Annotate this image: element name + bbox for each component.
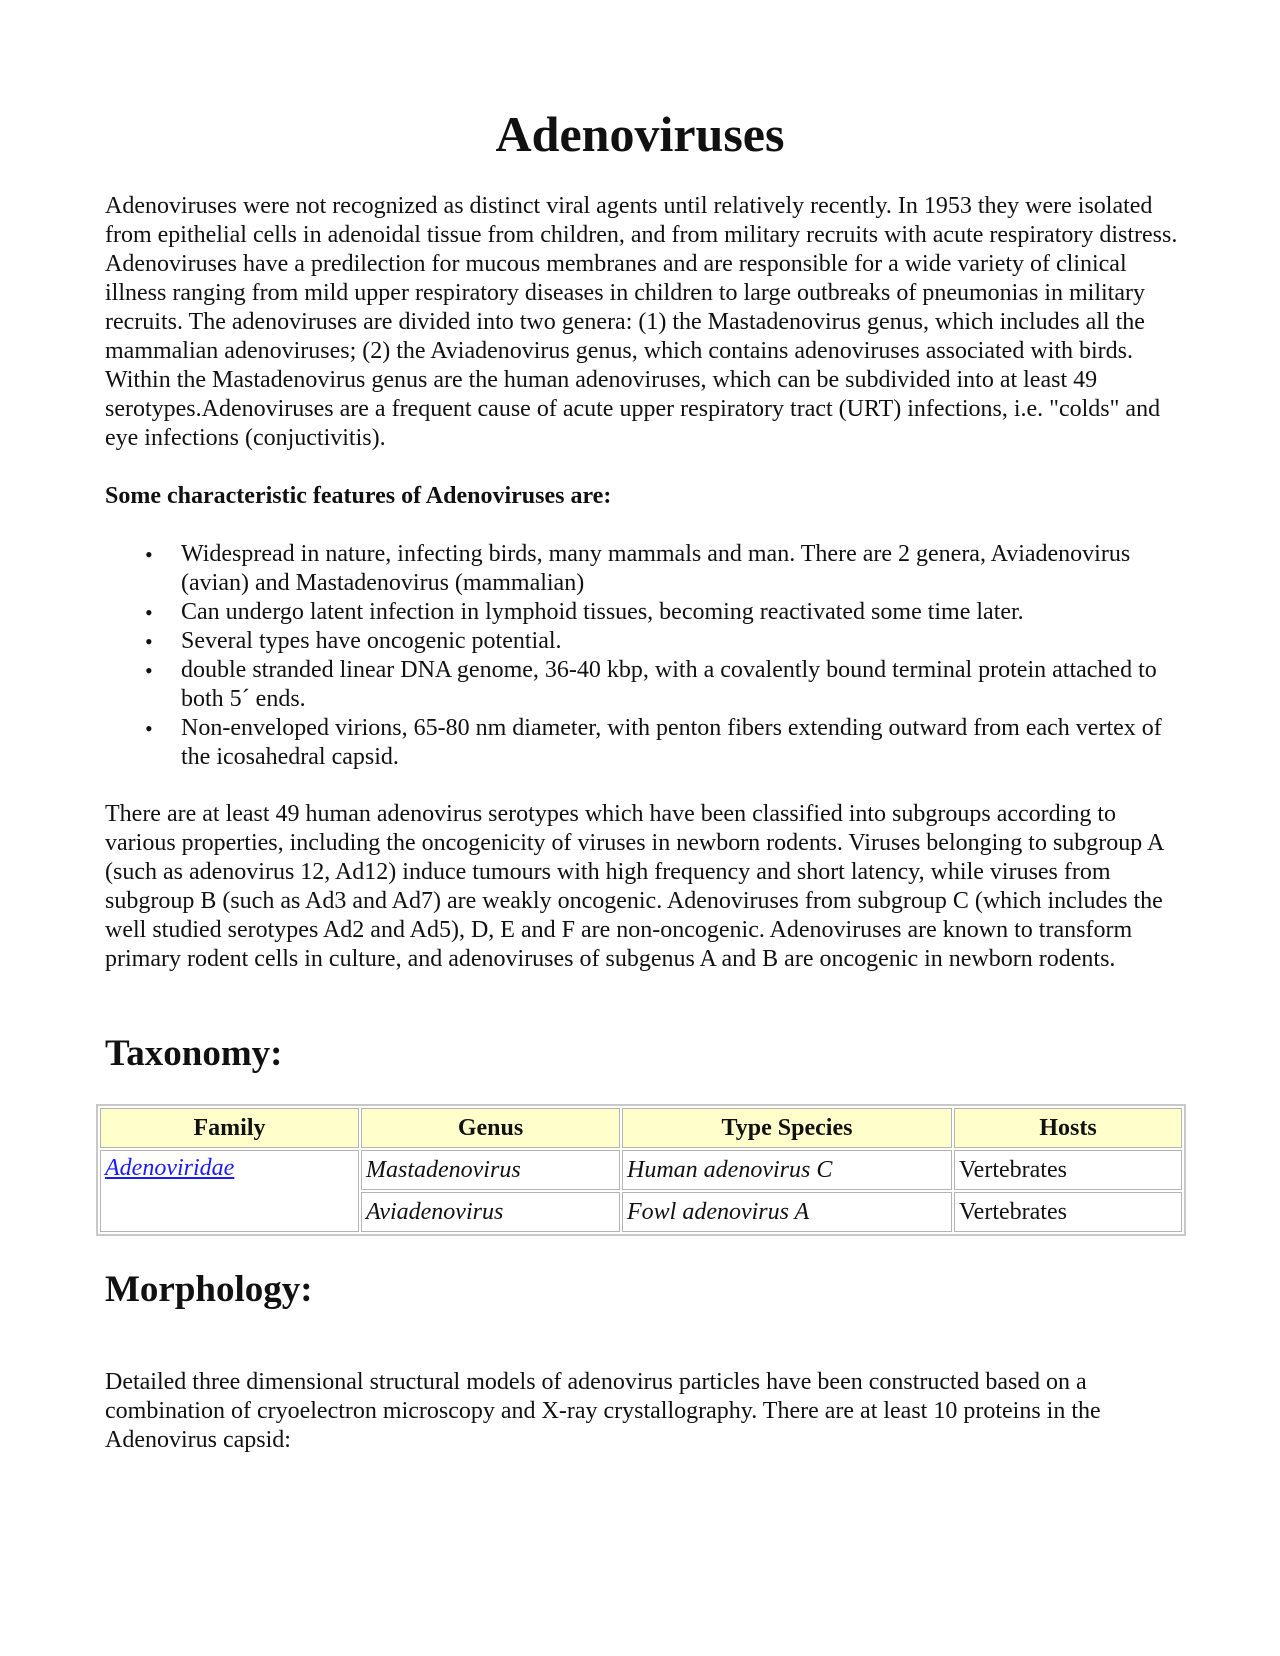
species-cell: Human adenovirus C (622, 1150, 952, 1190)
features-heading: Some characteristic features of Adenoviruses are: (105, 483, 612, 509)
serotypes-paragraph: There are at least 49 human adenovirus serotypes which have been classified into subgroups according to various properties, including the oncogenicity of viruses in newborn rodents. Viruses belonging to subgroup A (such as adenovirus 12, Ad12) induce tumours with high frequency and short latency, while viruses from subgroup B (such as Ad3 and Ad7) are weakly oncogenic. Adenoviruses from subgroup C (which includes the well studied serotypes Ad2 and Ad5), D, E and F are non-oncogenic. Adenoviruses are known to transform primary rodent cells in culture, and adenoviruses of subgenus A and B are oncogenic in newborn rodents. (105, 801, 1163, 972)
list-item: • Widespread in nature, infecting birds, many mammals and man. There are 2 genera, Aviadenovirus (avian) and Mastadenovirus (mammalian) (145, 541, 1131, 596)
list-item: • Non-enveloped virions, 65-80 nm diameter, with penton fibers extending outward from each vertex of the icosahedral capsid. (145, 715, 1162, 770)
features-list (105, 540, 1180, 772)
table-row (100, 1150, 1182, 1190)
taxonomy-heading: Taxonomy: (105, 1033, 283, 1074)
column-header-genus: Genus (361, 1108, 620, 1148)
column-header-family: Family (100, 1108, 359, 1148)
bullet-icon: • (145, 658, 153, 683)
list-item: • Can undergo latent infection in lymphoid tissues, becoming reactivated some time later. (145, 599, 1024, 625)
family-cell (100, 1150, 359, 1232)
list-item: • double stranded linear DNA genome, 36-40 kbp, with a covalently bound terminal protein attached to both 5´ ends. (145, 657, 1157, 712)
table-header-row (100, 1108, 1182, 1148)
page-title: Adenoviruses (495, 106, 785, 162)
bullet-icon: • (145, 629, 153, 654)
bullet-icon: • (145, 716, 153, 741)
column-header-type-species: Type Species (622, 1108, 952, 1148)
bullet-icon: • (145, 600, 153, 625)
morphology-heading: Morphology: (105, 1269, 313, 1310)
genus-cell: Aviadenovirus (361, 1192, 620, 1232)
taxonomy-table (96, 1104, 1186, 1236)
family-link[interactable]: Adenoviridae (105, 1155, 235, 1181)
species-cell: Fowl adenovirus A (622, 1192, 952, 1232)
hosts-cell: Vertebrates (954, 1150, 1182, 1190)
bullet-icon: • (145, 542, 153, 567)
morphology-paragraph: Detailed three dimensional structural models of adenovirus particles have been constructed based on a combination of cryoelectron microscopy and X-ray crystallography. There are at least 10 proteins in the Adenovirus capsid: (105, 1369, 1101, 1453)
genus-cell: Mastadenovirus (361, 1150, 620, 1190)
hosts-cell: Vertebrates (954, 1192, 1182, 1232)
intro-paragraph: Adenoviruses were not recognized as distinct viral agents until relatively recently. In 1953 they were isolated from epithelial cells in adenoidal tissue from children, and from military recruits with acute respiratory distress. Adenoviruses have a predilection for mucous membranes and are responsible for a wide variety of clinical illness ranging from mild upper respiratory diseases in children to large outbreaks of pneumonias in military recruits. The adenoviruses are divided into two genera: (1) the Mastadenovirus genus, which includes all the mammalian adenoviruses; (2) the Aviadenovirus genus, which contains adenoviruses associated with birds. Within the Mastadenovirus genus are the human adenoviruses, which can be subdivided into at least 49 serotypes.Adenoviruses are a frequent cause of acute upper respiratory tract (URT) infections, i.e. "colds" and eye infections (conjuctivitis). (105, 193, 1178, 451)
column-header-hosts: Hosts (954, 1108, 1182, 1148)
list-item: • Several types have oncogenic potential. (145, 628, 562, 654)
